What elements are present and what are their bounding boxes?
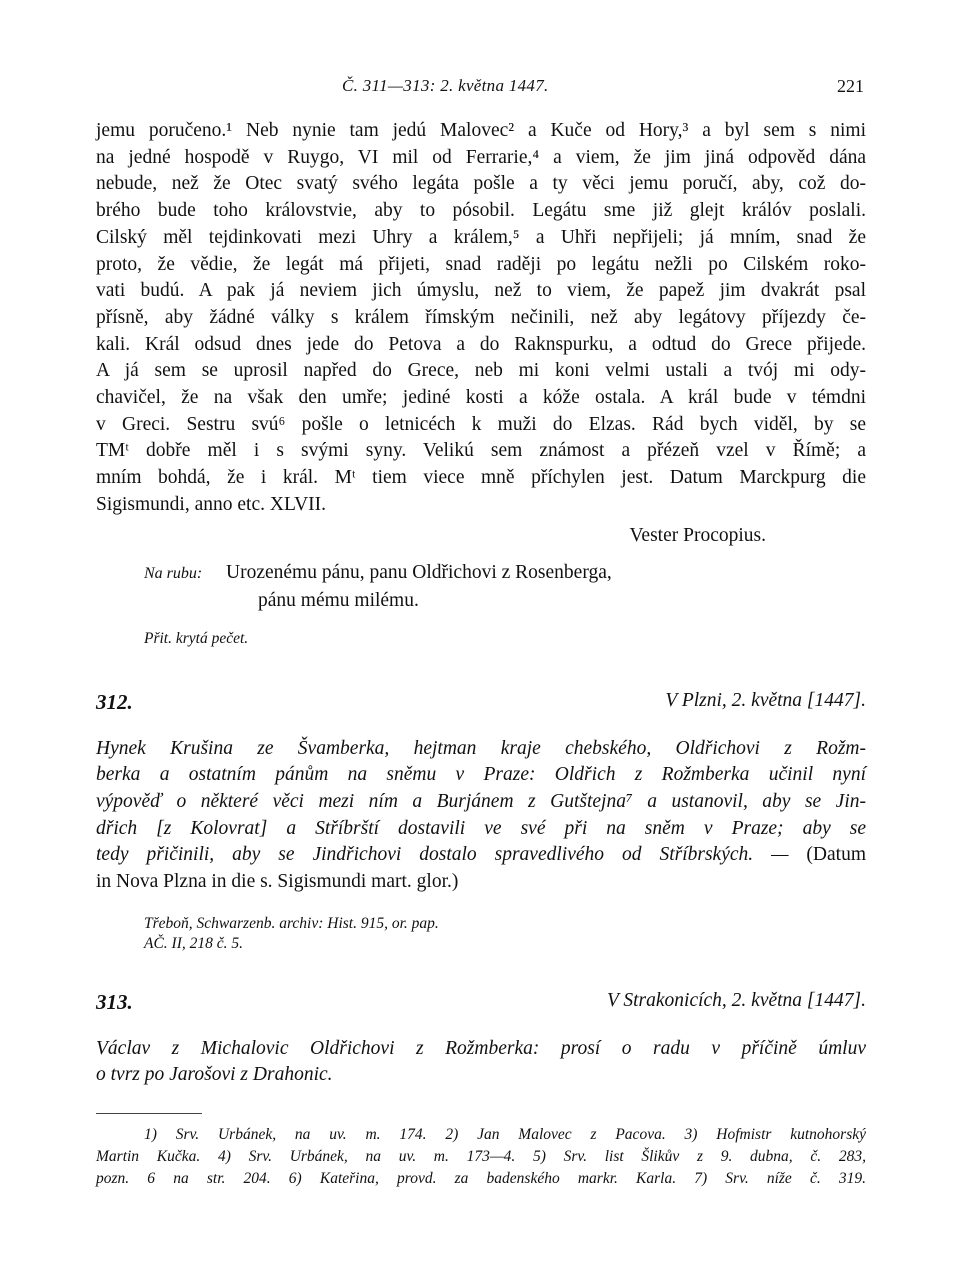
document-312-heading: [96, 690, 866, 720]
footnotes: [96, 1124, 866, 1190]
running-head: Č. 311—313: 2. května 1447.: [342, 76, 549, 95]
page: [96, 70, 866, 1190]
seal-note: Přit. krytá pečet.: [144, 629, 249, 647]
text-line: proto, že vědie, že legát má přijeti, snad raději po legátu nežli po Cilském roko-: [96, 253, 866, 275]
regest-line: o tvrz po Jarošovi z Drahonic.: [96, 1064, 333, 1086]
page-number: 221: [837, 76, 864, 96]
text-line: kali. Král odsud dnes jede do Petova a do Raknspurku, a odtud do Grece přijede.: [96, 333, 866, 355]
address-label: Na rubu:: [144, 564, 203, 582]
text-line: mním bohdá, že i král. Mᵗ tiem viece mně příchylen jest. Datum Marckpurg die: [96, 467, 866, 489]
document-313-regest: [96, 1036, 866, 1089]
text-line: v Greci. Sestru svú⁶ pošle o letnicéch k muži do Elzas. Rád bych viděl, by se: [96, 413, 866, 435]
document-312-sources: [96, 914, 866, 954]
source-line: Třeboň, Schwarzenb. archiv: Hist. 915, or. pap.: [144, 914, 439, 932]
document-312-regest: [96, 736, 866, 896]
text-line: nebude, než že Otec svatý svého legáta pošle a ty věci jemu poručí, aby, což do-: [96, 173, 866, 195]
text-line: vati budú. A pak já neviem jich úmyslu, než to viem, že papež jim dvakrát psal: [96, 280, 866, 302]
footnote-line: pozn. 6 na str. 204. 6) Kateřina, provd. za badenského markr. Karla. 7) Srv. níže č. 319.: [96, 1170, 866, 1188]
text-line: Sigismundi, anno etc. XLVII.: [96, 493, 327, 515]
document-number: 312.: [96, 689, 133, 714]
signature: Vester Procopius.: [629, 524, 766, 546]
text-line: přísně, aby žádné války s králem římským nečinili, než aby legátovy příjezdy če-: [96, 306, 866, 328]
text-line: TMᵗ dobře měl i s svými syny. Velikú sem známost a přézeň vzel v Římě; a: [96, 440, 866, 462]
place-date: V Strakonicích, 2. května [1447].: [606, 989, 866, 1011]
address-line: Urozenému pánu, panu Oldřichovi z Rosenberga,: [226, 561, 612, 583]
regest-line: Václav z Michalovic Oldřichovi z Rožmberka: prosí o radu v příčině úmluv: [96, 1037, 866, 1059]
regest-line: výpověď o některé věci mezi ním a Burjánem z Gutštejna⁷ a ustanovil, aby se Jin-: [96, 790, 866, 812]
text-line: jemu poručeno.¹ Neb nynie tam jedú Malovec² a Kuče od Hory,³ a byl sem s nimi: [96, 120, 866, 141]
text-line: A já sem se uprosil napřed do Grece, neb mi koni velmi ustali a tvój mi ody-: [96, 360, 866, 382]
address-line: pánu mému milému.: [258, 589, 419, 611]
text-line: brého bude toho královstvie, aby to pósobil. Legátu sme již glejt králóv poslali.: [96, 200, 866, 222]
datum-open: (Datum: [806, 844, 866, 866]
regest-line: Hynek Krušina ze Švamberka, hejtman kraje chebského, Oldřichovi z Rožm-: [96, 737, 866, 759]
source-line: AČ. II, 218 č. 5.: [144, 934, 244, 952]
text-line: na jedné hospodě v Ruygo, VI mil od Ferrarie,⁴ a viem, že jim jiná odpověd dána: [96, 146, 866, 168]
letter-311-text: [96, 118, 866, 519]
page-header: [96, 70, 866, 104]
regest-line: tedy přičinili, aby se Jindřichovi dostalo spravedlivého od Stříbrských. —: [96, 844, 789, 866]
regest-line: dřich [z Kolovrat] a Stříbrští dostavili ve své při na sněm v Praze; aby se: [96, 817, 866, 839]
address-block: [96, 559, 866, 614]
text-line: Cilský měl tejdinkovati mezi Uhry a králem,⁵ a Uhři nepřijeli; já mním, snad že: [96, 226, 866, 248]
footnote-line: Martin Kučka. 4) Srv. Urbánek, na uv. m. 173—4. 5) Srv. list Šlikův z 9. dubna, č. 283,: [96, 1148, 866, 1166]
document-number: 313.: [96, 989, 133, 1014]
footnote-line: 1) Srv. Urbánek, na uv. m. 174. 2) Jan Malovec z Pacova. 3) Hofmistr kutnohorský: [144, 1126, 866, 1144]
document-313-heading: [96, 990, 866, 1020]
footnote-divider: [96, 1113, 202, 1114]
regest-line-with-datum: [96, 842, 866, 869]
datum-line: in Nova Plzna in die s. Sigismundi mart. glor.): [96, 871, 459, 893]
text-line: chavičel, že na však den umře; jediné kosti a kóže ostala. A král bude v témdni: [96, 387, 866, 409]
place-date: V Plzni, 2. května [1447].: [665, 689, 866, 711]
regest-line: berka a ostatním pánům na sněmu v Praze: Oldřich z Rožmberka učinil nyní: [96, 764, 866, 786]
